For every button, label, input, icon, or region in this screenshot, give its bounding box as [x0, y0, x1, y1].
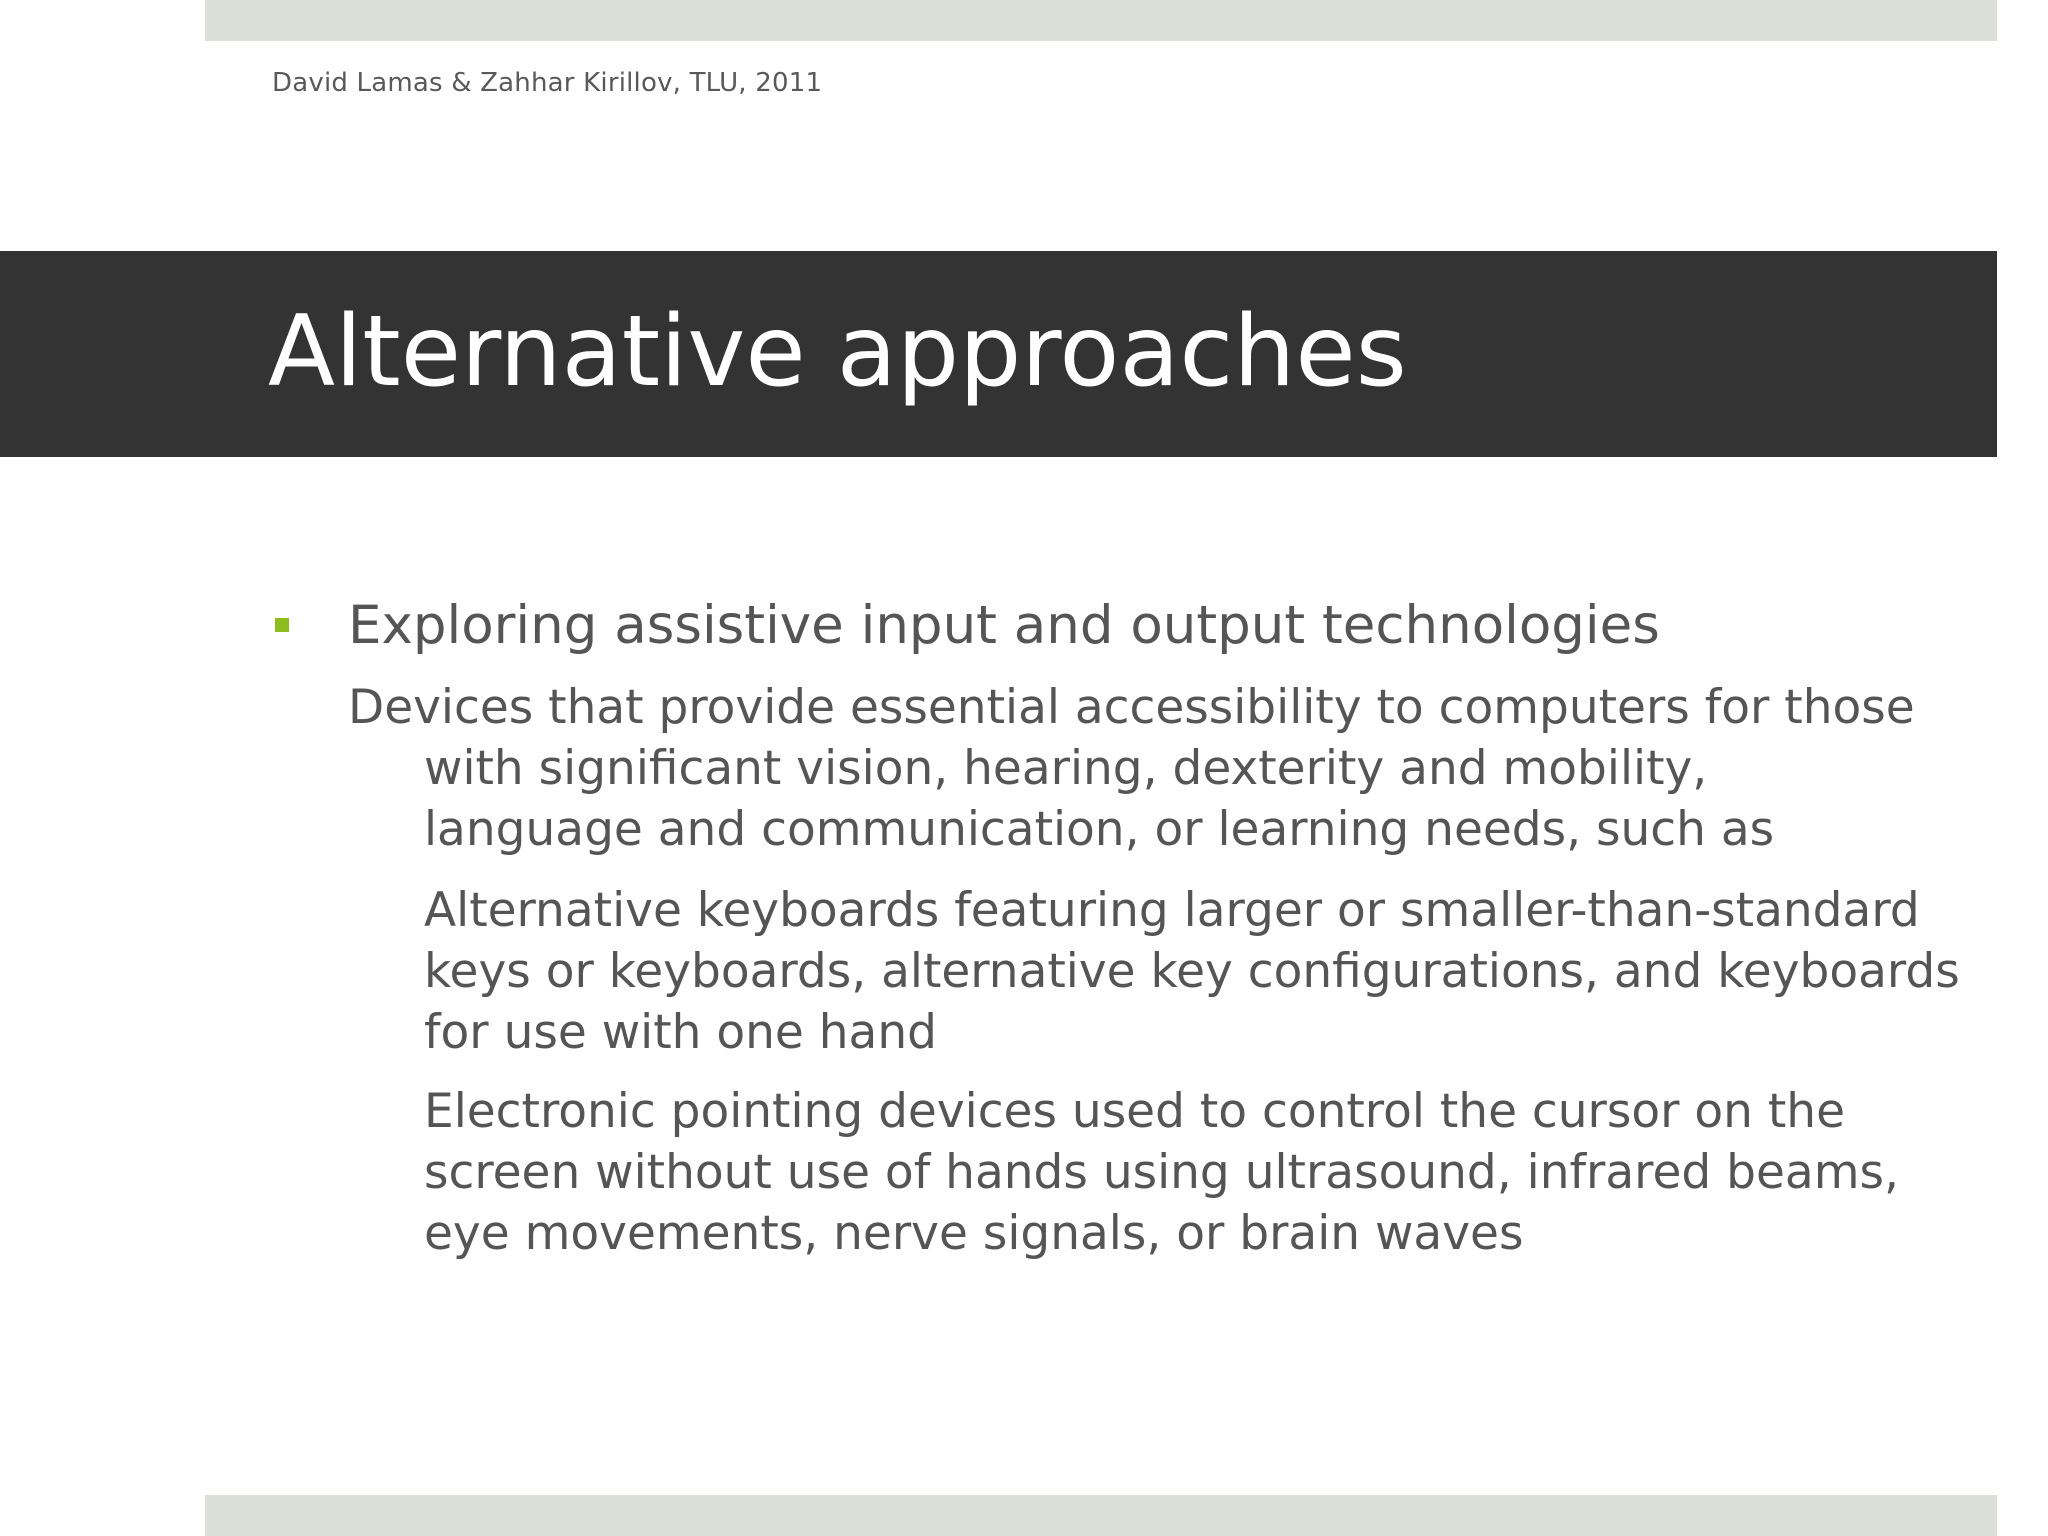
author-credit: David Lamas & Zahhar Kirillov, TLU, 2011 [272, 68, 823, 98]
slide-title: Alternative approaches [268, 295, 1407, 409]
bullet-square-icon [275, 618, 289, 632]
sub-item-pointing-devices: Electronic pointing devices used to control the cursor on the screen without use of hands using ultrasound, infrared beams, eye movements, nerve signals, or brain waves [424, 1084, 1899, 1261]
bullet-item: Exploring assistive input and output technologies [348, 595, 1660, 656]
bottom-decor-band [205, 1495, 1997, 1536]
sub-paragraph: Devices that provide essential accessibility to computers for those with significant vision, hearing, dexterity and mobility, language and communication, or learning needs, such as [348, 680, 1915, 857]
sub-item-keyboards: Alternative keyboards featuring larger or smaller-than-standard keys or keyboards, alternative key configurations, and keyboards for use with one hand [424, 883, 1960, 1060]
